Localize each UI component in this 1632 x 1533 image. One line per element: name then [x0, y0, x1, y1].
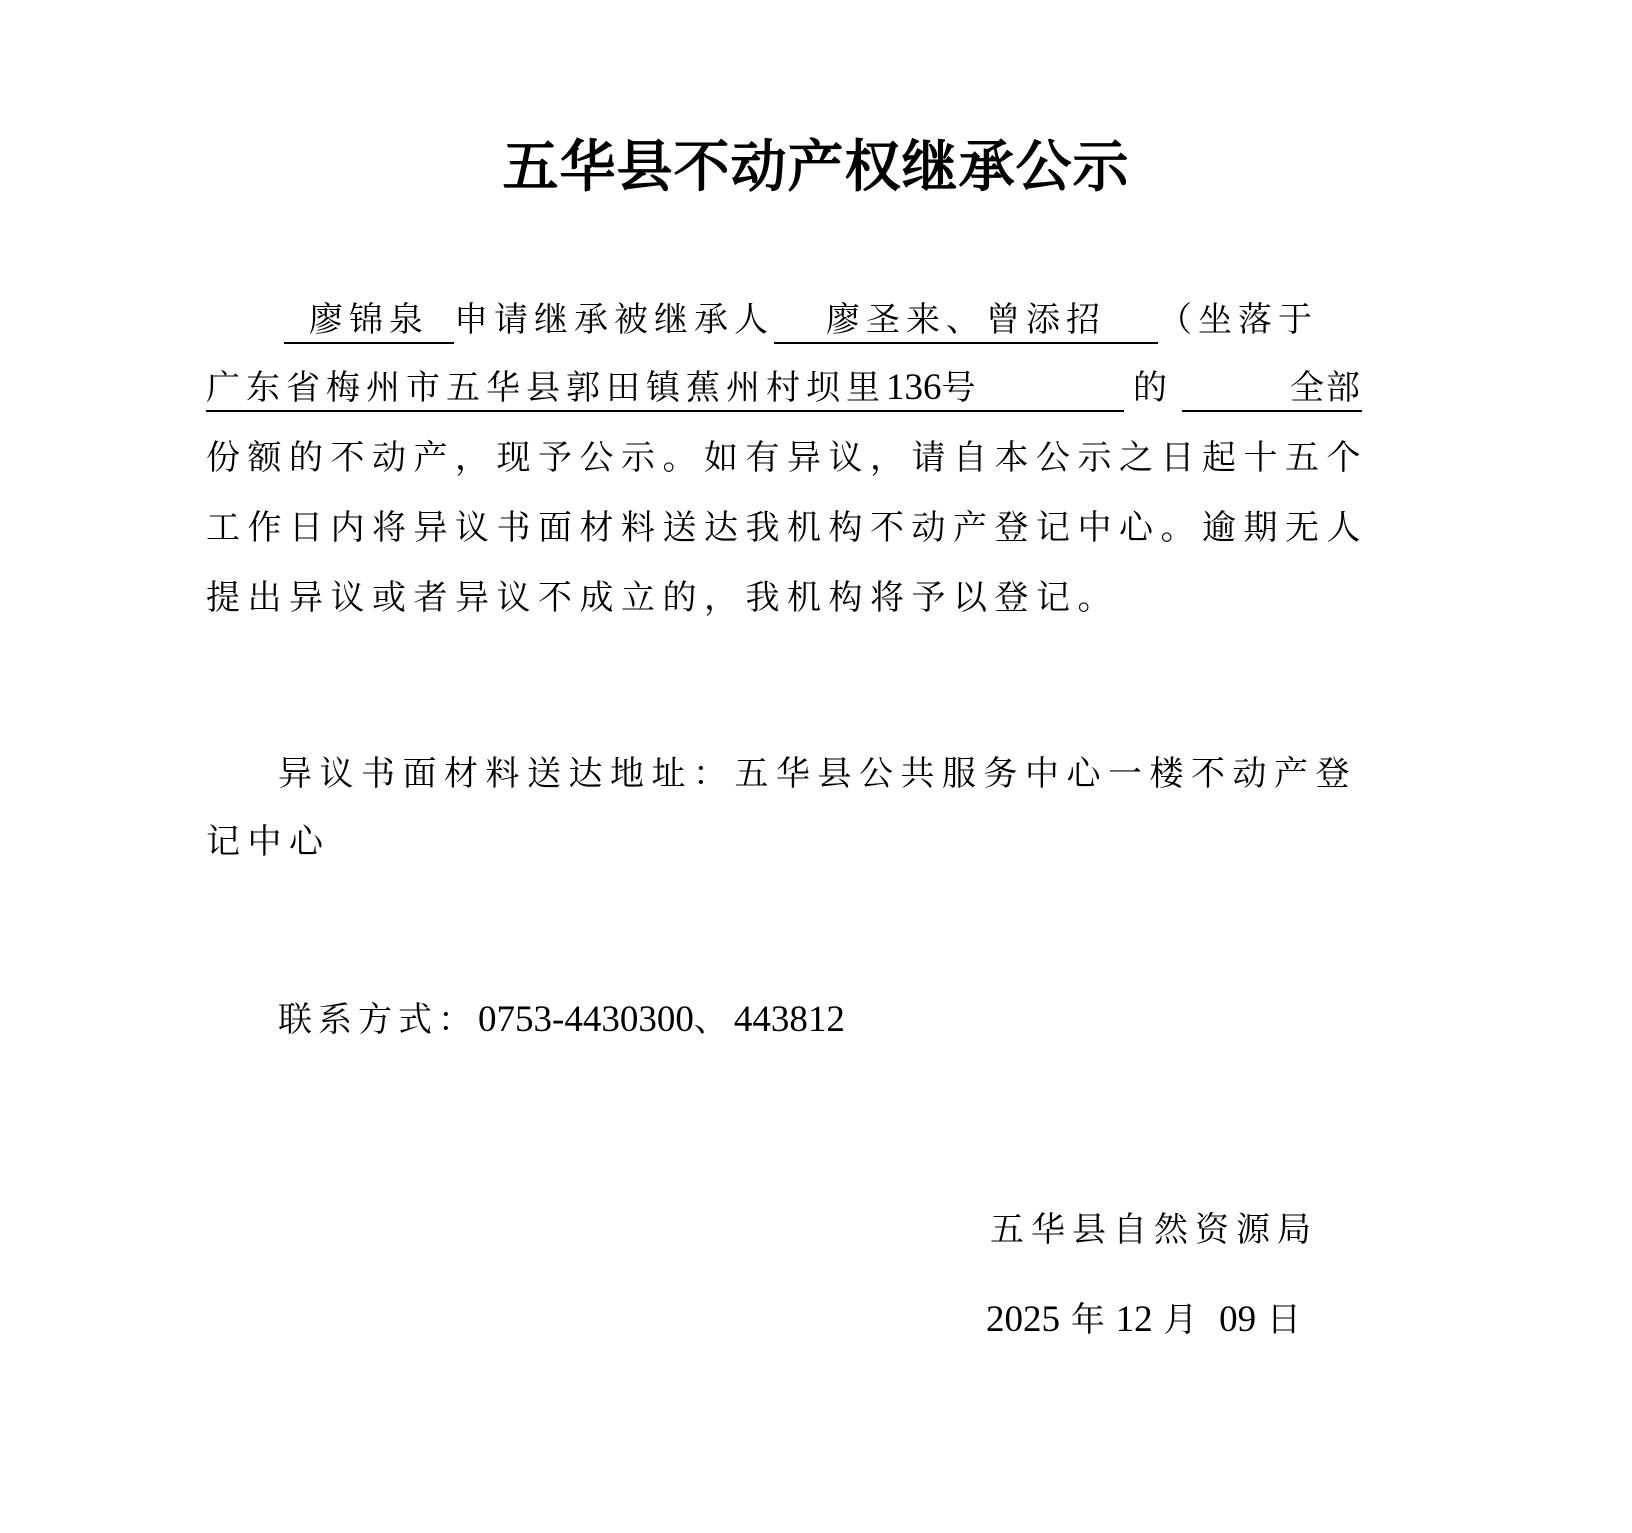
document-title: 五华县不动产权继承公示: [502, 134, 1130, 200]
date-month-unit: 月: [1163, 1300, 1198, 1340]
of-text: 的: [1133, 368, 1173, 408]
paragraph-line-1: [284, 298, 1318, 344]
paragraph-line-3: 份额的不动产，现予公示。如有异议，请自本公示之日起十五个: [206, 438, 1368, 478]
apply-text: 申请继承被继承人: [454, 300, 774, 340]
contact-label: 联系方式：: [278, 1000, 478, 1040]
date-year: 2025: [986, 1299, 1060, 1340]
contact-phone-2: 443812: [733, 999, 845, 1040]
share-amount: 全部: [1182, 366, 1362, 412]
contact-separator: 、: [693, 1000, 734, 1040]
contact-line: [278, 998, 845, 1042]
signing-organization: 五华县自然资源局: [990, 1210, 1318, 1250]
objection-address-line-2: 记中心: [206, 822, 331, 862]
paragraph-line-4: 工作日内将异议书面材料送达我机构不动产登记中心。逾期无人: [206, 508, 1368, 548]
located-text: （坐落于: [1158, 300, 1318, 340]
date-year-unit: 年: [1070, 1300, 1105, 1340]
date-month: 12: [1115, 1299, 1153, 1340]
decedent-names: 廖圣来、曾添招: [774, 298, 1158, 344]
date-day-unit: 日: [1266, 1300, 1301, 1340]
date-day: 09: [1219, 1299, 1257, 1340]
paragraph-line-2: [206, 366, 1362, 412]
property-address: 广东省梅州市五华县郭田镇蕉州村坝里136号: [206, 366, 1124, 412]
paragraph-line-5: 提出异议或者异议不成立的，我机构将予以登记。: [206, 578, 1119, 618]
applicant-name: 廖锦泉: [284, 298, 454, 344]
contact-phone-1: 0753-4430300: [478, 999, 694, 1040]
signing-date: [986, 1298, 1301, 1342]
objection-address-line-1: 异议书面材料送达地址：五华县公共服务中心一楼不动产登: [278, 754, 1357, 794]
